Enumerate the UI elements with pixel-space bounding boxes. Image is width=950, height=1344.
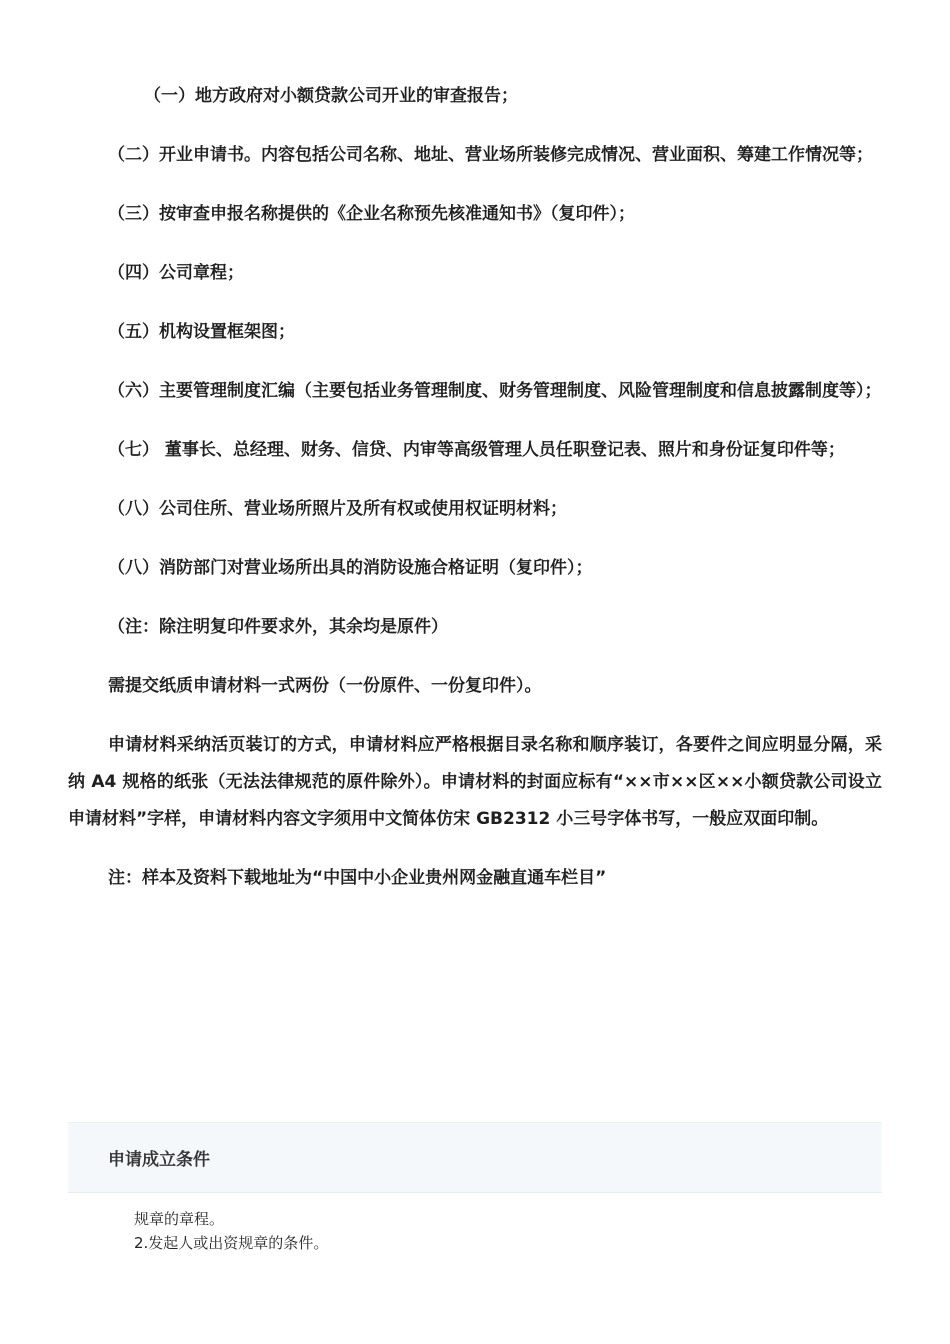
copies-requirement: 需提交纸质申请材料一式两份（一份原件、一份复印件）。 <box>108 676 542 696</box>
condition-item-1: 规章的章程。 <box>134 1210 225 1228</box>
list-item-1: （一）地方政府对小额贷款公司开业的审查报告； <box>144 86 518 106</box>
section-title: 申请成立条件 <box>108 1150 210 1170</box>
list-item-9: （八）消防部门对营业场所出具的消防设施合格证明（复印件）； <box>108 558 593 578</box>
section-header <box>68 1122 882 1193</box>
list-item-4: （四）公司章程； <box>108 263 244 283</box>
condition-item-2: 2.发起人或出资规章的条件。 <box>134 1234 329 1252</box>
list-item-5: （五）机构设置框架图； <box>108 322 295 342</box>
list-item-7: （七） 董事长、总经理、财务、信贷、内审等高级管理人员任职登记表、照片和身份证复印件等； <box>108 440 845 460</box>
list-item-6: （六）主要管理制度汇编（主要包括业务管理制度、财务管理制度、风险管理制度和信息披露制度等）； <box>108 381 882 401</box>
note-original: （注：除注明复印件要求外，其余均是原件） <box>108 617 448 637</box>
download-note: 注：样本及资料下载地址为“中国中小企业贵州网金融直通车栏目” <box>108 868 607 888</box>
list-item-3: （三）按审查申报名称提供的《企业名称预先核准通知书》（复印件）； <box>108 204 635 224</box>
list-item-2: （二）开业申请书。内容包括公司名称、地址、营业场所装修完成情况、营业面积、筹建工作情况等； <box>108 145 873 165</box>
document-body <box>68 78 882 919</box>
binding-requirement: 申请材料采纳活页装订的方式，申请材料应严格根据目录名称和顺序装订，各要件之间应明显分隔，采纳 A4 规格的纸张（无法法律规范的原件除外）。申请材料的封面应标有“××市××区××小额贷款公司设立申请材料”字样，申请材料内容文字须用中文简体仿宋 GB2312 小三号字体书写，一般应双面印制。 <box>68 735 882 829</box>
conditions-list <box>134 1207 328 1255</box>
list-item-8: （八）公司住所、营业场所照片及所有权或使用权证明材料； <box>108 499 567 519</box>
